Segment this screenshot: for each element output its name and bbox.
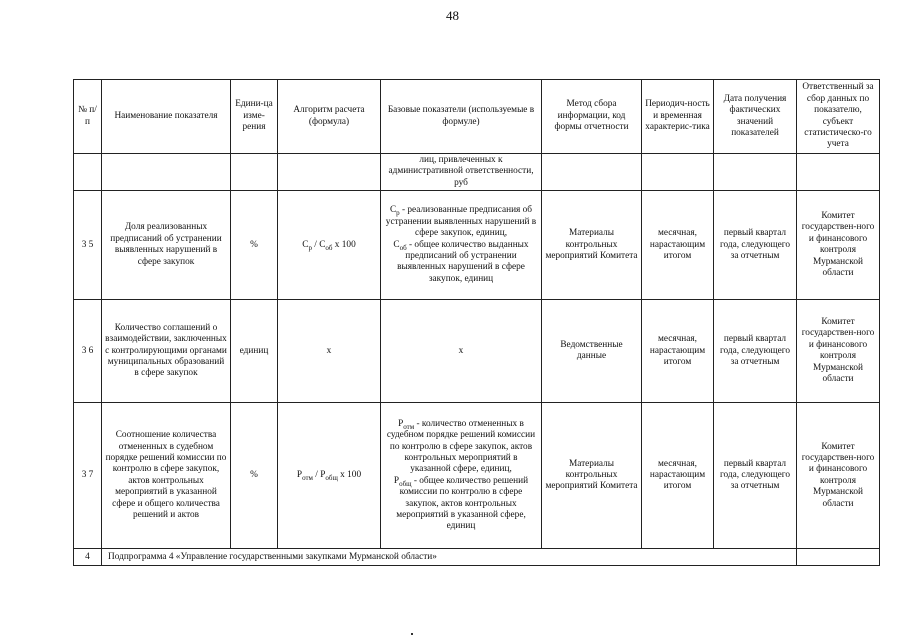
cell-num: 3 6 xyxy=(74,300,102,403)
table-row xyxy=(74,403,880,549)
header-algorithm: Алгоритм расчета (формула) xyxy=(278,80,381,154)
cell-method: Материалы контрольных мероприятий Комитета xyxy=(542,191,642,300)
cell-algorithm: $Р_{отм} / Р_{общ}$ х 100 xyxy=(278,403,381,549)
page-number: 48 xyxy=(446,8,459,23)
cell-empty xyxy=(797,154,880,191)
cell-empty xyxy=(642,154,714,191)
cell-method: Ведомственные данные xyxy=(542,300,642,403)
cell-algorithm: х xyxy=(278,300,381,403)
cell-period: месячная, нарастающим итогом xyxy=(642,191,714,300)
cell-name: Соотношение количества отмененных в судебном порядке решений комиссии по контролю в сфере закупок, актов контрольных мероприятий в указанной сфере и общего количества решений и актов xyxy=(102,403,231,549)
cell-num: 3 5 xyxy=(74,191,102,300)
cell-date: первый квартал года, следующего за отчетным xyxy=(714,191,797,300)
indicators-table xyxy=(73,79,880,566)
cell-unit: % xyxy=(231,403,278,549)
table-header-row xyxy=(74,80,880,154)
cell-empty xyxy=(231,154,278,191)
cell-responsible: Комитет государствен-ного и финансового контроля Мурманской области xyxy=(797,191,880,300)
cell-base: $Р_{отм}$ - количество отмененных в судебном порядке решений комиссии по контролю в сфере закупок, актов контрольных мероприятий в указанной сфере, единиц, $Р_{общ}$ - общее количество решений комиссии по контролю в сфере закупок, актов контрольных мероприятий в указанной сфере, единиц xyxy=(381,403,542,549)
header-name: Наименование показателя xyxy=(102,80,231,154)
cell-responsible: Комитет государствен-ного и финансового контроля Мурманской области xyxy=(797,300,880,403)
subprogram-num: 4 xyxy=(74,549,102,566)
cell-empty xyxy=(714,154,797,191)
header-method: Метод сбора информации, код формы отчетности xyxy=(542,80,642,154)
header-base: Базовые показатели (используемые в формуле) xyxy=(381,80,542,154)
continuation-row xyxy=(74,154,880,191)
table-row xyxy=(74,300,880,403)
cell-method: Материалы контрольных мероприятий Комитета xyxy=(542,403,642,549)
scan-dot xyxy=(411,633,413,635)
cell-empty xyxy=(74,154,102,191)
table-row xyxy=(74,191,880,300)
cell-empty xyxy=(278,154,381,191)
cell-date: первый квартал года, следующего за отчетным xyxy=(714,300,797,403)
subprogram-row xyxy=(74,549,880,566)
cell-date: первый квартал года, следующего за отчетным xyxy=(714,403,797,549)
cell-base: х xyxy=(381,300,542,403)
cell-period: месячная, нарастающим итогом xyxy=(642,300,714,403)
header-date: Дата получения фактических значений показателей xyxy=(714,80,797,154)
header-num: № п/п xyxy=(74,80,102,154)
header-responsible: Ответственный за сбор данных по показателю, субъект статистическо-го учета xyxy=(797,80,880,154)
cell-base: $С_р$ - реализованные предписания об устранении выявленных нарушений в сфере закупок, единиц, $С_{об}$ - общее количество выданных предписаний об устранении выявленных нарушений в сфере закупок, единиц xyxy=(381,191,542,300)
header-period: Периодич-ность и временная характерис-тика xyxy=(642,80,714,154)
cell-base: лиц, привлеченных к административной ответственности, руб xyxy=(381,154,542,191)
cell-name: Доля реализованных предписаний об устранении выявленных нарушений в сфере закупок xyxy=(102,191,231,300)
header-unit: Едини-ца изме-рения xyxy=(231,80,278,154)
cell-num: 3 7 xyxy=(74,403,102,549)
cell-empty xyxy=(102,154,231,191)
cell-unit: единиц xyxy=(231,300,278,403)
cell-unit: % xyxy=(231,191,278,300)
subprogram-title: Подпрограмма 4 «Управление государственными закупками Мурманской области» xyxy=(102,549,797,566)
cell-empty xyxy=(542,154,642,191)
cell-algorithm: $С_р / С_{об}$ х 100 xyxy=(278,191,381,300)
cell-period: месячная, нарастающим итогом xyxy=(642,403,714,549)
cell-empty xyxy=(797,549,880,566)
cell-name: Количество соглашений о взаимодействии, заключенных с контролирующими органами муниципальных образований в сфере закупок xyxy=(102,300,231,403)
cell-responsible: Комитет государствен-ного и финансового контроля Мурманской области xyxy=(797,403,880,549)
